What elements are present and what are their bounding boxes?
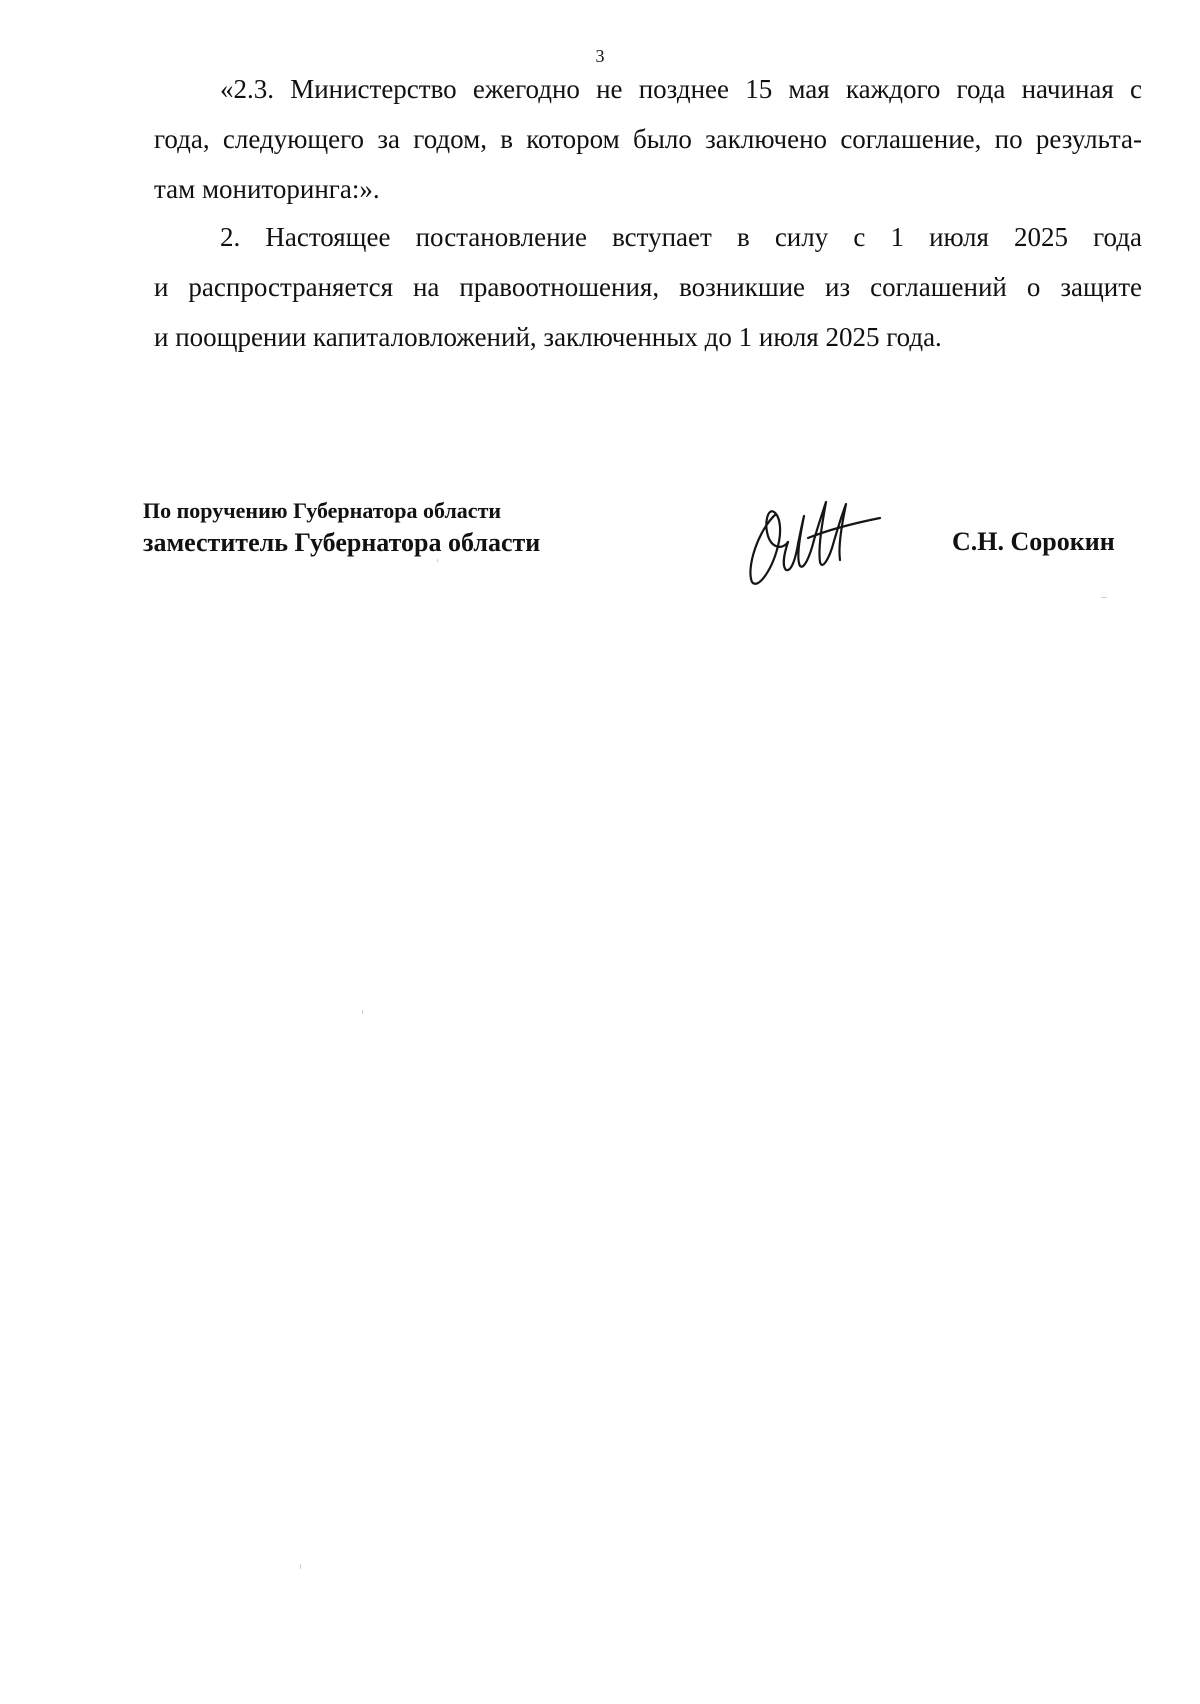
paragraph-line: там мониторинга:».	[154, 174, 380, 204]
paragraph-line: и распространяется на правоотношения, возникшие из соглашений о защите	[154, 272, 1142, 302]
paragraph-effective-date	[154, 212, 1142, 362]
scan-speck	[362, 1010, 363, 1014]
paragraph-line: 2. Настоящее постановление вступает в силу с 1 июля 2025 года	[220, 222, 1142, 252]
page-number: 3	[595, 46, 605, 66]
paragraph-2-3	[154, 64, 1142, 214]
scan-speck	[437, 559, 438, 562]
position-line: заместитель Губернатора области	[143, 528, 541, 557]
scan-speck	[300, 1564, 301, 1569]
authority-line: По поручению Губернатора области	[143, 498, 502, 523]
paragraph-line: и поощрении капиталовложений, заключенных до 1 июля 2025 года.	[154, 322, 942, 352]
signatory-title	[143, 496, 540, 560]
paragraph-line: «2.3. Министерство ежегодно не позднее 15 мая каждого года начиная с	[220, 74, 1142, 104]
paragraph-line: года, следующего за годом, в котором было заключено соглашение, по результа-	[154, 124, 1142, 154]
scan-speck	[1101, 597, 1107, 598]
handwritten-signature-icon	[738, 490, 888, 590]
signer-name: С.Н. Сорокин	[952, 527, 1115, 556]
